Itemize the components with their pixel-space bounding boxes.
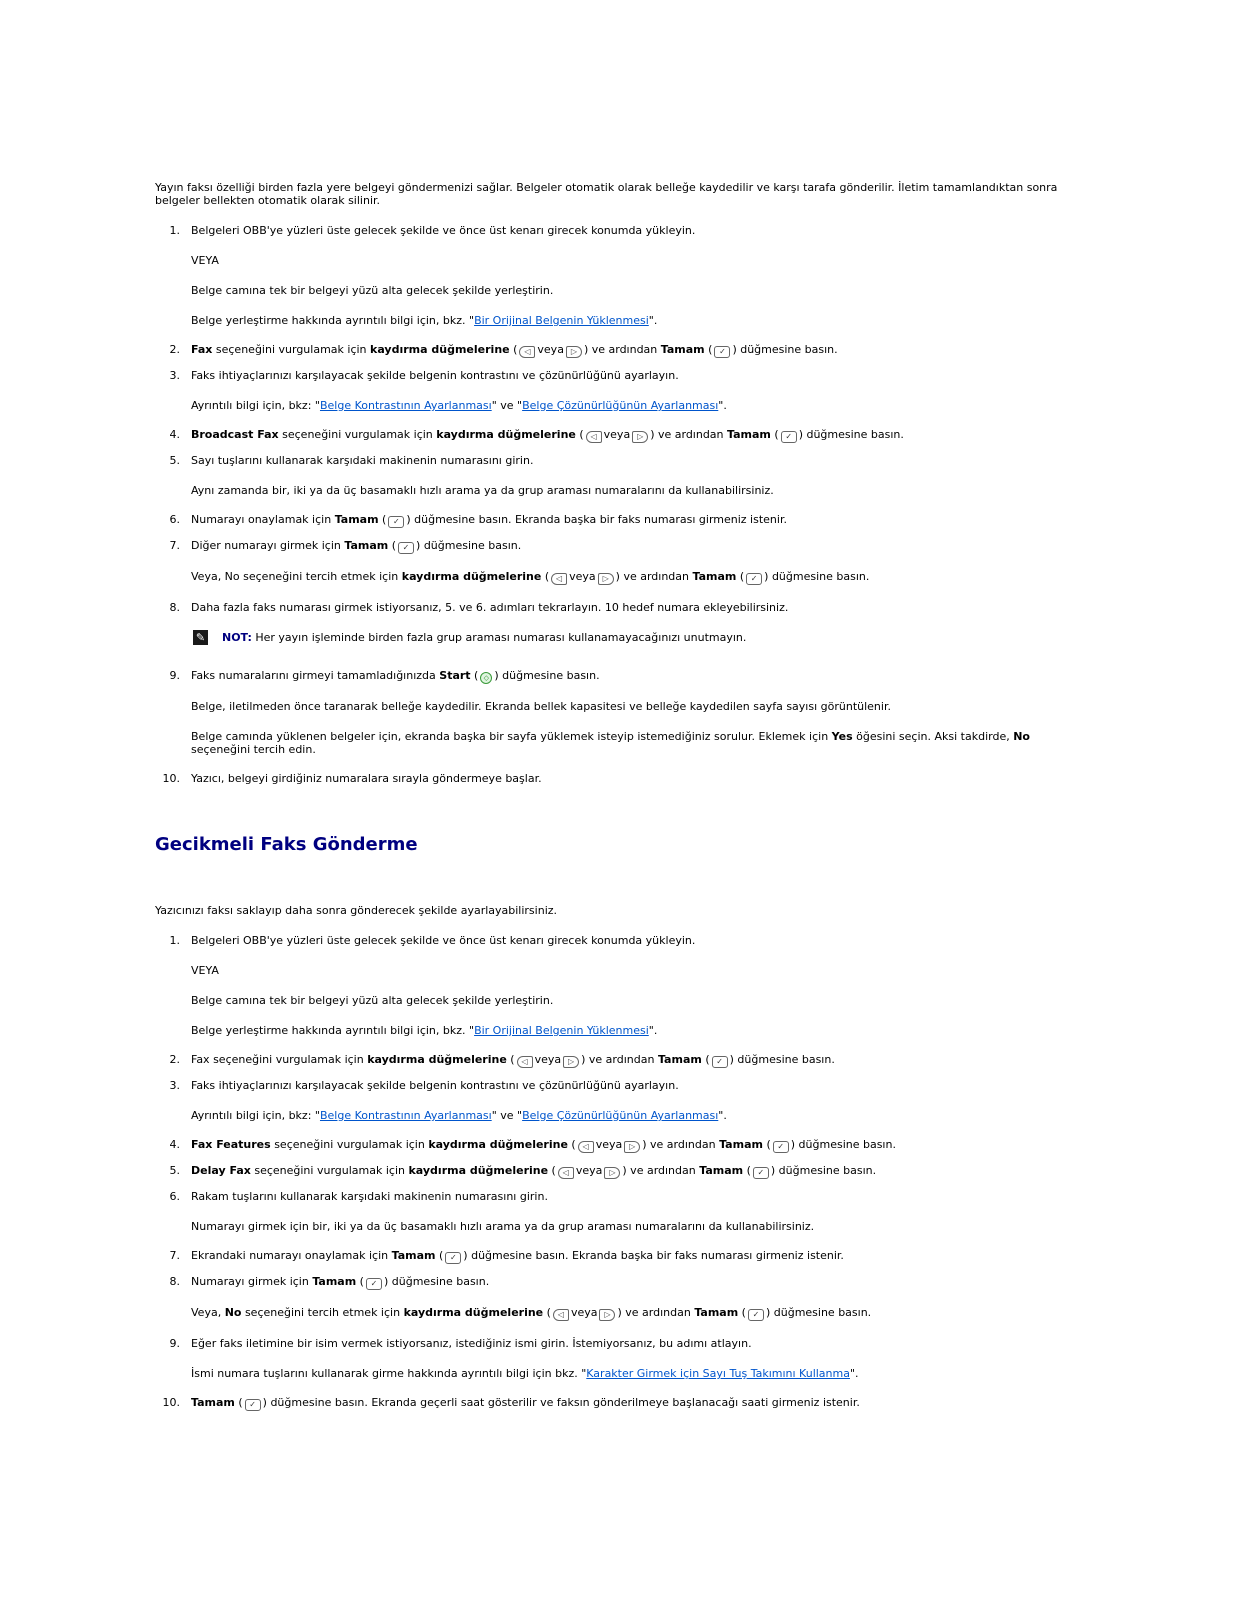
scroll-right-icon: ▷	[566, 346, 582, 358]
note-box: ✎ NOT: Her yayın işleminde birden fazla grup araması numarası kullanamayacağınızı unutmayın.	[155, 630, 1065, 650]
link-original-loading[interactable]: Bir Orijinal Belgenin Yüklenmesi	[474, 1024, 649, 1037]
link-resolution[interactable]: Belge Çözünürlüğünün Ayarlanması	[522, 399, 719, 412]
ok-button-icon: ✓	[366, 1278, 382, 1290]
ok-button-icon: ✓	[746, 573, 762, 585]
ok-button-icon: ✓	[714, 346, 730, 358]
link-keypad[interactable]: Karakter Girmek için Sayı Tuş Takımını Kullanma	[586, 1367, 850, 1380]
ok-button-icon: ✓	[781, 431, 797, 443]
broadcast-intro: Yayın faksı özelliği birden fazla yere belgeyi göndermenizi sağlar. Belgeler otomatik olarak belleğe kaydedilir ve karşı tarafa gönderilir. İletim tamamlandıktan sonra belgeler bellekten otomatik olarak silinir.	[155, 181, 1058, 207]
scroll-left-icon: ◁	[553, 1309, 569, 1321]
document-body	[155, 0, 1065, 1411]
scroll-right-icon: ▷	[599, 1309, 615, 1321]
delayed-steps	[155, 934, 1065, 1411]
link-resolution[interactable]: Belge Çözünürlüğünün Ayarlanması	[522, 1109, 719, 1122]
list-item: 7. Diğer numarayı girmek için Tamam ( ✓ ) düğmesine basın. Veya, No seçeneğini tercih etmek için kaydırma düğmelerine ( ◁ veya ▷ ) ve ardından Tamam ( ✓ ) düğmesine basın.	[169, 539, 870, 583]
scroll-right-icon: ▷	[632, 431, 648, 443]
list-item: 8. Numarayı girmek için Tamam ( ✓ ) düğmesine basın. Veya, No seçeneğini tercih etmek için kaydırma düğmelerine ( ◁ veya ▷ ) ve ardından Tamam ( ✓ ) düğmesine basın.	[169, 1275, 872, 1319]
scroll-left-icon: ◁	[586, 431, 602, 443]
list-item: 9. Eğer faks iletimine bir isim vermek istiyorsanız, istediğiniz ismi girin. İstemiyorsanız, bu adımı atlayın. İsmi numara tuşlarını kullanarak girme hakkında ayrıntılı bilgi için bkz. "Karakter Girmek için Sayı Tuş Takımını Kullanma".	[169, 1337, 859, 1380]
ok-button-icon: ✓	[388, 516, 404, 528]
note-label: NOT:	[222, 631, 252, 644]
broadcast-steps	[155, 224, 1065, 615]
link-contrast[interactable]: Belge Kontrastının Ayarlanması	[319, 1109, 492, 1122]
ok-button-icon: ✓	[753, 1167, 769, 1179]
list-item: 2. Fax seçeneğini vurgulamak için kaydırma düğmelerine ( ◁ veya ▷ ) ve ardından Tamam ( ✓ ) düğmesine basın.	[169, 343, 838, 356]
scroll-left-icon: ◁	[519, 346, 535, 358]
ok-button-icon: ✓	[712, 1056, 728, 1068]
ok-button-icon: ✓	[245, 1399, 261, 1411]
list-item: 6. Numarayı onaylamak için Tamam ( ✓ ) düğmesine basın. Ekranda başka bir faks numarası girmeniz istenir.	[169, 513, 787, 526]
list-item: 8. Daha fazla faks numarası girmek istiyorsanız, 5. ve 6. adımları tekrarlayın. 10 hedef numara ekleyebilirsiniz.	[169, 601, 789, 614]
scroll-left-icon: ◁	[551, 573, 567, 585]
scroll-left-icon: ◁	[558, 1167, 574, 1179]
scroll-right-icon: ▷	[598, 573, 614, 585]
list-item: 1. Belgeleri OBB'ye yüzleri üste gelecek şekilde ve önce üst kenarı girecek konumda yükleyin. VEYA Belge camına tek bir belgeyi yüzü alta gelecek şekilde yerleştirin. Belge yerleştirme hakkında ayrıntılı bilgi için, bkz. "Bir Orijinal Belgenin Yüklenmesi".	[169, 224, 696, 327]
list-item: 3. Faks ihtiyaçlarınızı karşılayacak şekilde belgenin kontrastını ve çözünürlüğünü ayarlayın. Ayrıntılı bilgi için, bkz: "Belge Kontrastının Ayarlanması" ve "Belge Çözünürlüğünün Ayarlanması".	[169, 369, 727, 412]
list-item: 5. Sayı tuşlarını kullanarak karşıdaki makinenin numarasını girin. Aynı zamanda bir, iki ya da üç basamaklı hızlı arama ya da grup araması numaralarını da kullanabilirsiniz.	[169, 454, 774, 497]
scroll-left-icon: ◁	[578, 1141, 594, 1153]
ok-button-icon: ✓	[398, 542, 414, 554]
list-item: 3. Faks ihtiyaçlarınızı karşılayacak şekilde belgenin kontrastını ve çözünürlüğünü ayarlayın. Ayrıntılı bilgi için, bkz: "Belge Kontrastının Ayarlanması" ve "Belge Çözünürlüğünün Ayarlanması".	[169, 1079, 727, 1122]
list-item: 10. Tamam ( ✓ ) düğmesine basın. Ekranda geçerli saat gösterilir ve faksın gönderilmeye başlanacağı saati girmeniz istenir.	[162, 1396, 860, 1409]
scroll-right-icon: ▷	[604, 1167, 620, 1179]
delayed-intro: Yazıcınızı faksı saklayıp daha sonra gönderecek şekilde ayarlayabilirsiniz.	[155, 904, 558, 917]
link-original-loading[interactable]: Bir Orijinal Belgenin Yüklenmesi	[474, 314, 649, 327]
list-item: 10. Yazıcı, belgeyi girdiğiniz numaralara sırayla göndermeye başlar.	[162, 772, 542, 785]
list-item: 6. Rakam tuşlarını kullanarak karşıdaki makinenin numarasını girin. Numarayı girmek için bir, iki ya da üç basamaklı hızlı arama ya da grup araması numaralarını da kullanabilirsiniz.	[169, 1190, 815, 1233]
start-button-icon: ◇	[480, 672, 492, 684]
list-item: 4. Broadcast Fax seçeneğini vurgulamak için kaydırma düğmelerine ( ◁ veya ▷ ) ve ardından Tamam ( ✓ ) düğmesine basın.	[169, 428, 904, 441]
list-item: 9. Faks numaralarını girmeyi tamamladığınızda Start ( ◇ ) düğmesine basın. Belge, iletilmeden önce taranarak belleğe kaydedilir. Ekranda bellek kapasitesi ve belleğe kaydedilen sayfa sayısı görüntülenir. Belge camında yüklenen belgeler için, ekranda başka bir sayfa yüklemek isteyip istemediğiniz sorulur. Eklemek için Yes öğesini seçin. Aksi takdirde, No seçeneğini tercih edin.	[169, 669, 1030, 756]
list-item: 5. Delay Fax seçeneğini vurgulamak için kaydırma düğmelerine ( ◁ veya ▷ ) ve ardından Tamam ( ✓ ) düğmesine basın.	[169, 1164, 877, 1177]
ok-button-icon: ✓	[748, 1309, 764, 1321]
list-item: 4. Fax Features seçeneğini vurgulamak için kaydırma düğmelerine ( ◁ veya ▷ ) ve ardından Tamam ( ✓ ) düğmesine basın.	[169, 1138, 896, 1151]
scroll-right-icon: ▷	[563, 1056, 579, 1068]
section-title: Gecikmeli Faks Gönderme	[155, 834, 418, 855]
note-pencil-icon: ✎	[193, 630, 208, 645]
link-contrast[interactable]: Belge Kontrastının Ayarlanması	[319, 399, 492, 412]
broadcast-steps-continued	[155, 669, 1065, 786]
ok-button-icon: ✓	[773, 1141, 789, 1153]
scroll-right-icon: ▷	[624, 1141, 640, 1153]
ok-button-icon: ✓	[445, 1252, 461, 1264]
list-item: 1. Belgeleri OBB'ye yüzleri üste gelecek şekilde ve önce üst kenarı girecek konumda yükleyin. VEYA Belge camına tek bir belgeyi yüzü alta gelecek şekilde yerleştirin. Belge yerleştirme hakkında ayrıntılı bilgi için, bkz. "Bir Orijinal Belgenin Yüklenmesi".	[169, 934, 696, 1037]
list-item: 2. Fax seçeneğini vurgulamak için kaydırma düğmelerine ( ◁ veya ▷ ) ve ardından Tamam ( ✓ ) düğmesine basın.	[169, 1053, 835, 1066]
scroll-left-icon: ◁	[517, 1056, 533, 1068]
list-item: 7. Ekrandaki numarayı onaylamak için Tamam ( ✓ ) düğmesine basın. Ekranda başka bir faks numarası girmeniz istenir.	[169, 1249, 844, 1262]
